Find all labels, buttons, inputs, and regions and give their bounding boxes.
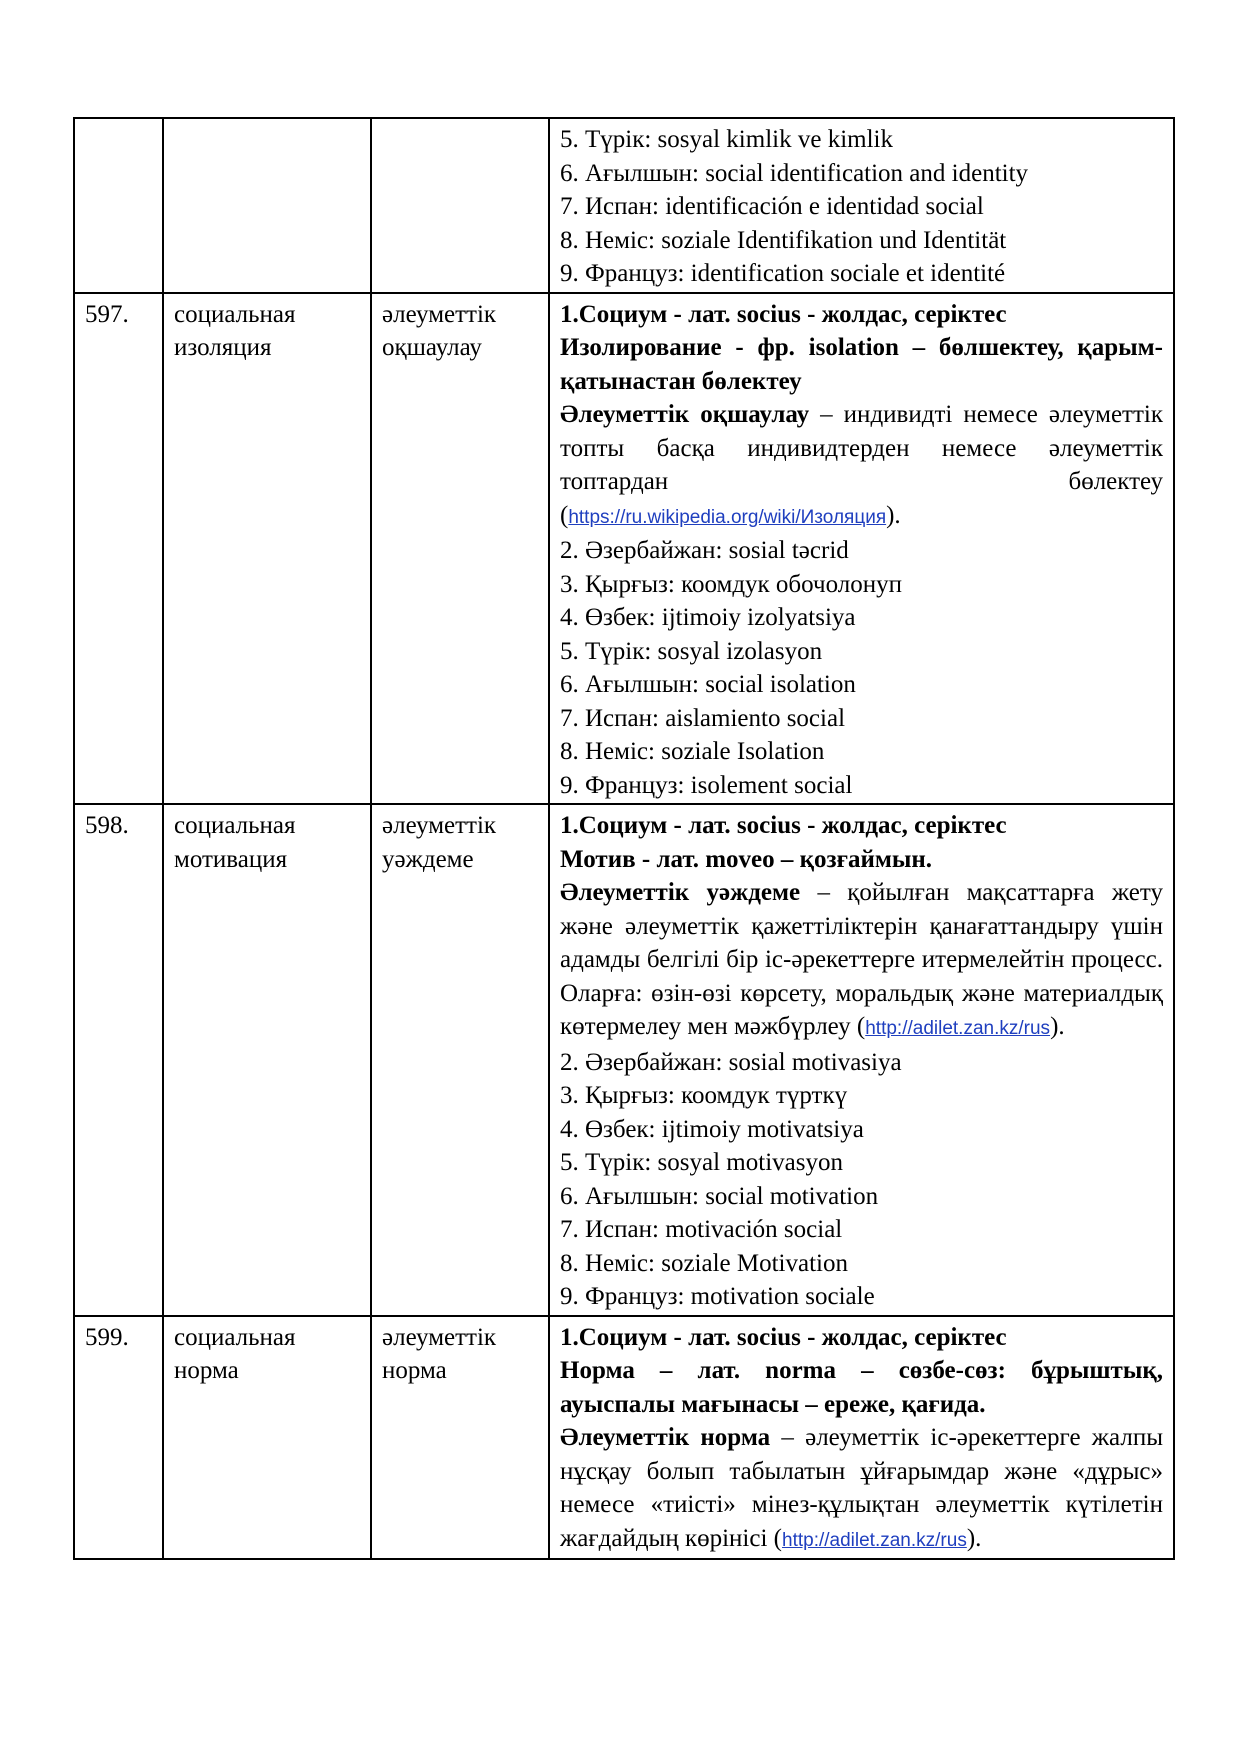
translation-spanish: 7. Испан: identificación e identidad social [560,193,984,220]
definition-text [560,398,1163,499]
definition-cell [549,118,1174,293]
translation-french: 9. Француз: motivation sociale [560,1283,875,1310]
source-paren-open: ( [773,1524,782,1552]
translation-uzbek: 4. Өзбек: ijtimoiy motivatsiya [560,1115,864,1143]
source-line [560,499,1163,535]
translation-english: 6. Ағылшын: social motivation [560,1182,879,1210]
definition-body: – әлеуметтік іс-әрекеттерге жалпы нұсқау болып табылатын ұйғарымдар және «дұрыс» немесе «тиісті» мінез-құлықтан әлеуметтік күтілетін жағдайдың көрінісі [560,1424,1163,1552]
kazakh-term [371,118,549,293]
translation-spanish: 7. Испан: aislamiento social [560,704,846,732]
russian-term: социальная мотивация [163,804,371,1316]
source-paren-close: ). [1050,1013,1065,1040]
translation-french: 9. Француз: identification sociale et identité [560,260,1006,287]
entry-number [74,118,163,293]
definition-text [560,1421,1163,1557]
definition-body: – қойылған мақсаттарға жету және әлеуметтік қажеттіліктерін қанағаттандыру үшін адамды белгілі бір іс-әрекеттерге итермелейтін процесс. Оларға: өзін-өзі көрсету, моральдық және материалдық көтермелеу мен мәжбүрлеу [560,879,1163,1040]
definition-cell [549,1316,1174,1560]
translation-german: 8. Неміс: soziale Motivation [560,1249,848,1277]
table-row [74,804,1174,1316]
translation-french: 9. Француз: isolement social [560,771,853,799]
entry-number: 599. [74,1316,163,1560]
etymology-line: Норма – лат. norma – сөзбе-сөз: бұрыштық, ауыспалы мағынасы – ереже, қағида. [560,1357,1163,1418]
translation-turkish: 5. Түрік: sosyal motivasyon [560,1149,843,1176]
etymology-line: Изолирование - фр. isolation – бөлшектеу, қарым-қатынастан бөлектеу [560,334,1163,395]
etymology-line: 1.Социум - лат. socius - жолдас, серіктес [560,300,1007,328]
source-paren-close: ). [966,1524,982,1552]
table-row [74,118,1174,293]
definition-term: Әлеуметтік норма [560,1424,771,1451]
definition-body: – индивидті немесе әлеуметтік топты басқа индивидтерден немесе әлеуметтік топтардан бөлектеу [560,401,1163,495]
translation-turkish: 5. Түрік: sosyal izolasyon [560,637,823,665]
table-row [74,1316,1174,1560]
entry-number: 598. [74,804,163,1316]
translation-german: 8. Неміс: soziale Isolation [560,738,825,765]
translation-azerbaijani: 2. Әзербайжан: sosial təcrid [560,537,849,564]
definition-cell [549,293,1174,805]
entry-number: 597. [74,293,163,805]
translation-english: 6. Ағылшын: social isolation [560,671,856,698]
kazakh-term: әлеуметтік уәждеме [371,804,549,1316]
etymology-line: Мотив - лат. moveo – қозғаймын. [560,845,933,873]
russian-term: социальная норма [163,1316,371,1560]
definition-text [560,876,1163,1046]
translation-kyrgyz: 3. Қырғыз: коомдук түрткү [560,1082,848,1109]
glossary-table [73,117,1175,1560]
definition-term: Әлеуметтік оқшаулау [560,401,810,428]
source-link[interactable]: http://adilet.zan.kz/rus [782,1529,967,1551]
translation-spanish: 7. Испан: motivación social [560,1216,843,1243]
translation-turkish: 5. Түрік: sosyal kimlik ve kimlik [560,126,893,153]
source-link[interactable]: https://ru.wikipedia.org/wiki/Изоляция [568,506,887,528]
source-paren-open: ( [560,501,569,529]
source-paren-open: ( [856,1013,866,1040]
definition-term: Әлеуметтік уәждеме [560,879,801,906]
translation-uzbek: 4. Өзбек: ijtimoiy izolyatsiya [560,604,856,631]
definition-cell [549,804,1174,1316]
translation-kyrgyz: 3. Қырғыз: коомдук обочолонуп [560,570,902,598]
kazakh-term: әлеуметтік оқшаулау [371,293,549,805]
translation-azerbaijani: 2. Әзербайжан: sosial motivasiya [560,1048,902,1076]
source-link[interactable]: http://adilet.zan.kz/rus [865,1018,1051,1039]
russian-term: социальная изоляция [163,293,371,805]
translation-english: 6. Ағылшын: social identification and identity [560,159,1029,187]
source-paren-close: ). [886,501,901,529]
etymology-line: 1.Социум - лат. socius - жолдас, серіктес [560,1323,1007,1351]
etymology-line: 1.Социум - лат. socius - жолдас, серіктес [560,812,1007,839]
kazakh-term: әлеуметтік норма [371,1316,549,1560]
translation-german: 8. Неміс: soziale Identifikation und Identität [560,226,1007,254]
russian-term [163,118,371,293]
table-row [74,293,1174,805]
